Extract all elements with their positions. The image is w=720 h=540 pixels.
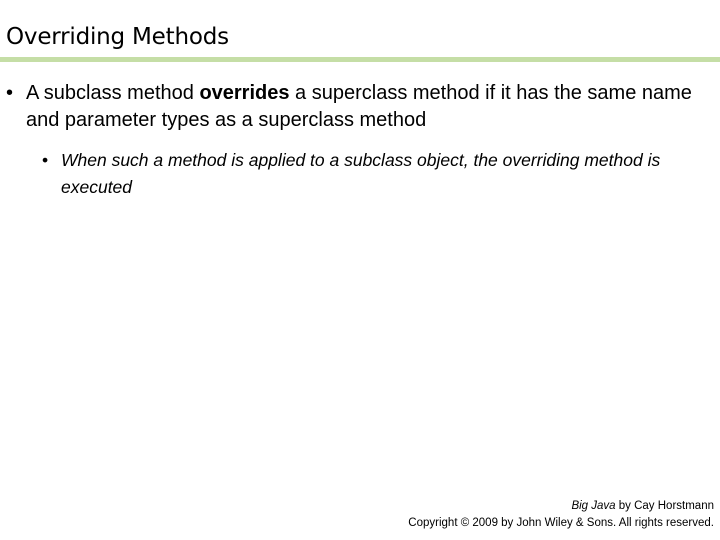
bullet-main-text-start: A subclass method [26, 82, 200, 104]
bullet-sub [42, 147, 682, 201]
footer-book-title: Big Java [571, 500, 616, 512]
bullet-main-text-end: a superclass method if it has the same name and parameter types as a superclass method [26, 82, 692, 131]
footer-credit [408, 498, 714, 532]
bullet-marker: • [6, 82, 14, 104]
footer-book-line [408, 498, 714, 515]
footer-author: by Cay Horstmann [615, 500, 714, 512]
sub-bullet-marker: • [42, 150, 49, 170]
bullet-main [6, 80, 706, 134]
bullet-main-text [26, 80, 706, 134]
bullet-sub-text: When such a method is applied to a subclass object, the overriding method is executed [61, 150, 661, 197]
slide-title: Overriding Methods [6, 24, 229, 50]
bullet-main-emphasis: overrides [199, 82, 290, 104]
title-underline [0, 57, 720, 62]
footer-copyright: Copyright © 2009 by John Wiley & Sons. All rights reserved. [408, 517, 714, 529]
